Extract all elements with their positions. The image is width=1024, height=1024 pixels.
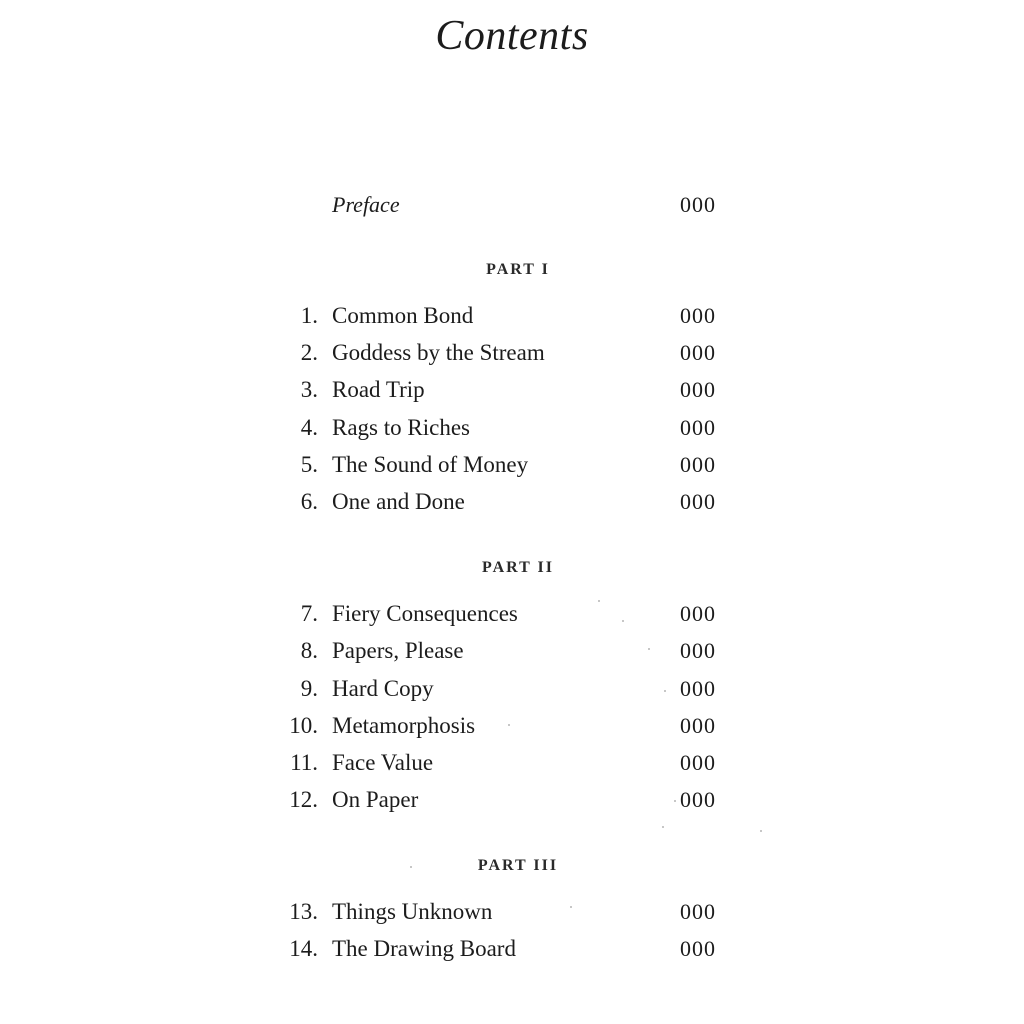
toc-entry: [0, 781, 1024, 818]
chapter-number: 5.: [300, 452, 318, 477]
scan-speck: [410, 866, 412, 868]
chapter-number: 8.: [300, 638, 318, 663]
chapter-number: 12.: [289, 787, 318, 812]
toc-entry: [0, 297, 1024, 334]
toc-entry: [0, 409, 1024, 446]
chapter-title: Hard Copy: [332, 676, 434, 701]
chapter-number: 4.: [300, 415, 318, 440]
chapter-title: On Paper: [332, 787, 419, 812]
chapter-page-number: 000: [680, 899, 716, 924]
scan-speck: [598, 600, 600, 602]
chapter-title: The Drawing Board: [332, 936, 516, 961]
chapter-page-number: 000: [680, 340, 716, 365]
part-heading: PART I: [486, 261, 550, 278]
chapter-title: Rags to Riches: [332, 415, 470, 440]
chapter-page-number: 000: [680, 713, 716, 738]
chapter-number: 10.: [289, 713, 318, 738]
chapter-number: 14.: [289, 936, 318, 961]
chapter-number: 1.: [300, 303, 318, 328]
scan-speck: [570, 906, 572, 908]
toc-entry: [0, 371, 1024, 408]
chapter-title: Goddess by the Stream: [332, 340, 545, 365]
scan-speck: [622, 620, 624, 622]
chapter-title: Metamorphosis: [332, 713, 476, 738]
part-heading: PART III: [477, 857, 559, 874]
toc-entry: [0, 483, 1024, 520]
chapter-page-number: 000: [680, 936, 716, 961]
scan-speck: [508, 724, 510, 726]
chapter-number: 3.: [300, 377, 318, 402]
chapter-page-number: 000: [680, 303, 716, 328]
chapter-title: Papers, Please: [332, 638, 464, 663]
toc-entry: [0, 446, 1024, 483]
chapter-number: 13.: [289, 899, 318, 924]
chapter-page-number: 000: [680, 638, 716, 663]
chapter-number: 2.: [300, 340, 318, 365]
chapter-page-number: 000: [680, 452, 716, 477]
chapter-title: One and Done: [332, 489, 465, 514]
chapter-page-number: 000: [680, 750, 716, 775]
chapter-title: The Sound of Money: [332, 452, 529, 477]
chapter-number: 11.: [290, 750, 318, 775]
chapter-title: Fiery Consequences: [332, 601, 518, 626]
toc-entry: [0, 707, 1024, 744]
toc-entry: [0, 632, 1024, 669]
chapter-number: 7.: [300, 601, 318, 626]
part-heading: PART II: [482, 559, 554, 576]
scan-speck: [662, 826, 664, 828]
toc-entry: [0, 893, 1024, 930]
chapter-title: Road Trip: [332, 377, 425, 402]
chapter-page-number: 000: [680, 377, 716, 402]
chapter-page-number: 000: [680, 489, 716, 514]
preface-page-number: 000: [680, 192, 716, 217]
toc-entry: [0, 670, 1024, 707]
toc-entry-preface: [0, 186, 1024, 223]
scan-speck: [760, 830, 762, 832]
chapter-page-number: 000: [680, 787, 716, 812]
toc-entry: [0, 930, 1024, 967]
chapter-page-number: 000: [680, 676, 716, 701]
chapter-title: Face Value: [332, 750, 434, 775]
toc-entry: [0, 334, 1024, 371]
chapter-title: Common Bond: [332, 303, 474, 328]
toc-entry: [0, 595, 1024, 632]
chapter-page-number: 000: [680, 415, 716, 440]
preface-label: Preface: [332, 192, 400, 217]
chapter-number: 9.: [300, 676, 318, 701]
chapter-number: 6.: [300, 489, 318, 514]
page-title: Contents: [435, 13, 589, 59]
scan-speck: [664, 690, 666, 692]
chapter-title: Things Unknown: [332, 899, 493, 924]
toc-entry: [0, 744, 1024, 781]
scan-speck: [648, 648, 650, 650]
chapter-page-number: 000: [680, 601, 716, 626]
scan-speck: [674, 800, 676, 802]
